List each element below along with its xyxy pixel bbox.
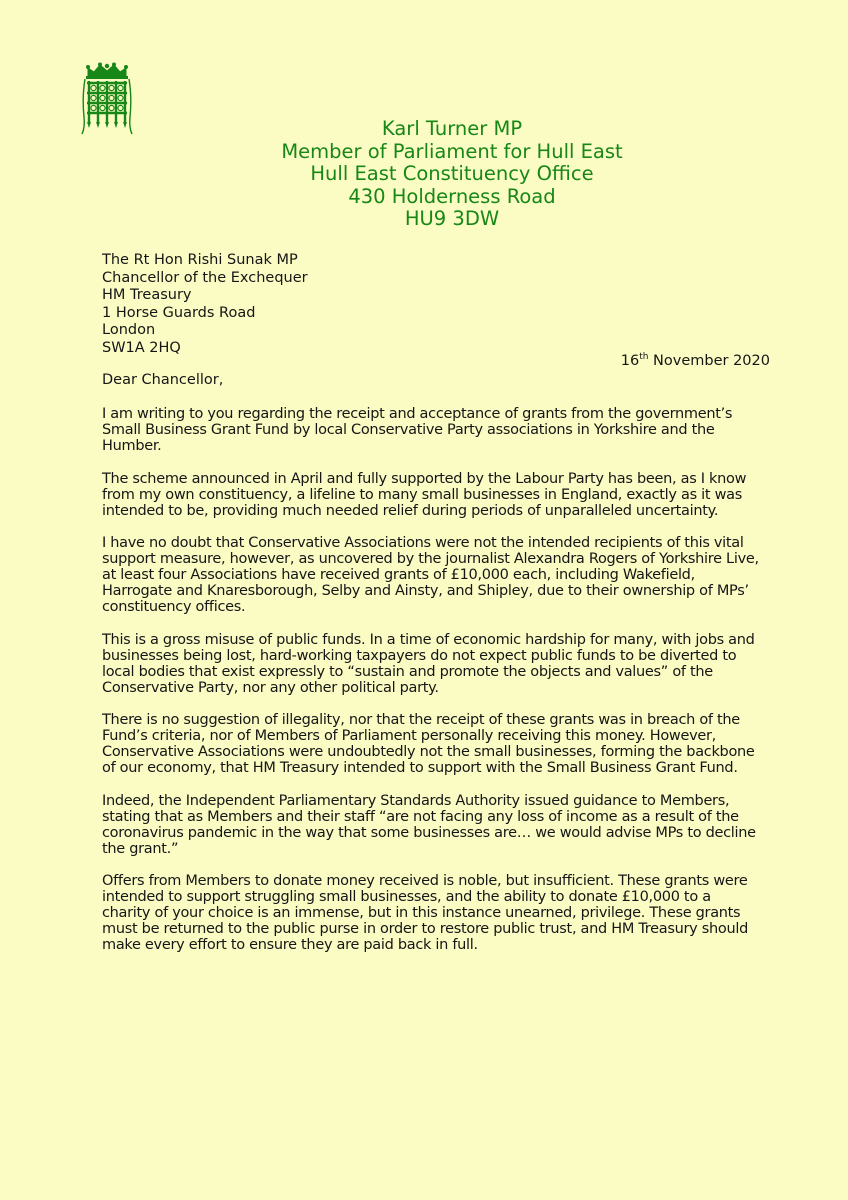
date-day: 16 (620, 352, 640, 369)
paragraph: The scheme announced in April and fully supported by the Labour Party has been, as I know from my own constituency, a lifeline to many small businesses in England, exactly as it was intended to be, providing much needed relief during periods of unparalleled uncertainty. (102, 470, 747, 519)
recipient-postcode: SW1A 2HQ (102, 339, 181, 356)
recipient-address (102, 252, 308, 357)
mp-name: Karl Turner MP (381, 117, 523, 140)
recipient-name: The Rt Hon Rishi Sunak MP (102, 252, 298, 268)
mp-role: Member of Parliament for Hull East (281, 139, 623, 163)
recipient-street: 1 Horse Guards Road (102, 304, 256, 321)
recipient-org: HM Treasury (102, 287, 192, 303)
letter-date (621, 349, 770, 370)
paragraph: I am writing to you regarding the receipt and acceptance of grants from the government’s Small Business Grant Fund by local Conservative Party associations in Yorkshire and the Humber. (102, 406, 733, 454)
office-postcode: HU9 3DW (404, 207, 500, 230)
office-street: 430 Holderness Road (348, 184, 556, 208)
paragraph: I have no doubt that Conservative Associations were not the intended recipients of this vital support measure, however, as uncovered by the journalist Alexandra Rogers of Yorkshire Live, at least four Associations have received grants of £10,000 each, including Wakefield, Harrogate and Knaresborough, Selby and Ainsty, and Shipley, due to their ownership of MPs’ constituency offices. (102, 535, 759, 615)
date-suffix: th (639, 352, 649, 362)
paragraph: This is a gross misuse of public funds. In a time of economic hardship for many, with jobs and businesses being lost, hard-working taxpayers do not expect public funds to be diverted to local bodies that exist expressly to “sustain and promote the objects and values” of the Conservative Party, nor any other political party. (102, 631, 755, 696)
letterhead (0, 118, 848, 231)
office-name: Hull East Constituency Office (310, 162, 594, 185)
paragraph: Indeed, the Independent Parliamentary Standards Authority issued guidance to Members, stating that as Members and their staff “are not facing any loss of income as a result of the coronavirus pandemic in the way that some businesses are… we would advise MPs to decline the grant.” (102, 792, 756, 857)
date-rest: November 2020 (648, 352, 770, 369)
salutation: Dear Chancellor, (102, 372, 224, 388)
recipient-city: London (102, 322, 156, 338)
letter-body (102, 406, 762, 970)
paragraph: Offers from Members to donate money received is noble, but insufficient. These grants were intended to support struggling small businesses, and the ability to donate £10,000 to a charity of your choice is an immense, but in this instance unearned, privilege. These grants must be returned to the public purse in order to restore public trust, and HM Treasury should make every effort to ensure they are paid back in full. (102, 873, 748, 953)
recipient-title: Chancellor of the Exchequer (102, 269, 308, 286)
paragraph: There is no suggestion of illegality, nor that the receipt of these grants was in breach of the Fund’s criteria, nor of Members of Parliament personally receiving this money. However, Conservative Associations were undoubtedly not the small businesses, forming the backbone of our economy, that HM Treasury intended to support with the Small Business Grant Fund. (102, 712, 755, 776)
